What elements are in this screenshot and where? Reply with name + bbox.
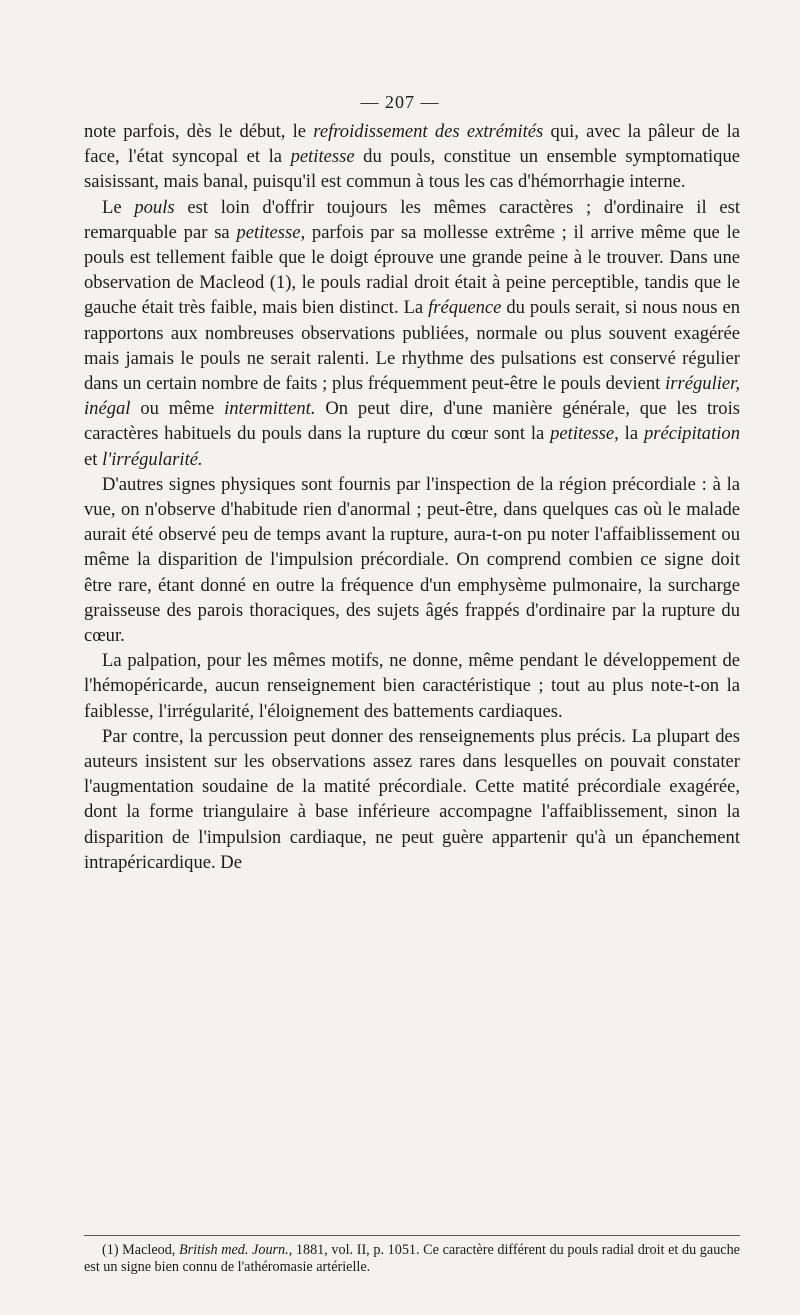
italic-run: l'irrégularité. [102, 448, 203, 470]
text-run: D'autres signes physiques sont fournis par l'inspection de la région précordiale : à la vue, on n'observe d'habitude rien d'anormal ; peut-être, dans quelques cas où le malade aurait été observé peu de temps avant la rupture, aura-t-on pu noter l'affaiblissement ou même la disparition de l'impulsion précordiale. On comprend combien ce signe doit être rare, étant donné en outre la fréquence d'un emphysème pulmonaire, la surcharge graisseuse des parois thoraciques, des sujets âgés frappés d'ordinaire par la rupture du cœur. [84, 473, 740, 647]
italic-run: petitesse [290, 146, 355, 168]
text-run: la [618, 423, 644, 445]
body-text [84, 119, 740, 875]
italic-run: intermittent. [224, 398, 316, 420]
text-run: (1) Macleod, [102, 1242, 179, 1258]
italic-run: irrégulier, inégal [84, 373, 740, 420]
text-run: du pouls serait, si nous nous en rapportons aux nombreuses observations publiées, normale ou plus souvent exagérée mais jamais le pouls ne serait ralenti. Le rhythme des pulsations est conservé régulier dans un certain nombre de faits ; plus fréquemment peut-être le pouls devient [84, 297, 741, 395]
paragraph [84, 648, 740, 724]
paragraph [84, 119, 740, 195]
text-run: Le [102, 196, 135, 218]
italic-run: précipitation [643, 423, 741, 445]
text-run: est loin d'offrir toujours les mêmes caractères ; d'ordinaire il est remarquable par sa [84, 196, 740, 243]
italic-run: petitesse, [236, 221, 306, 243]
italic-run: fréquence [428, 297, 502, 319]
text-run: et [84, 448, 103, 470]
paragraph [84, 472, 740, 648]
text-run: La palpation, pour les mêmes motifs, ne donne, même pendant le développement de l'hémopéricarde, aucun renseignement bien caractéristique ; tout au plus note-t-on la faiblesse, l'irrégularité, l'éloignement des battements cardiaques. [84, 650, 740, 722]
footnote-text [84, 1242, 740, 1275]
page-number: — 207 — [360, 92, 440, 112]
text-run: Par contre, la percussion peut donner des renseignements plus précis. La plupart des auteurs insistent sur les observations assez rares dans lesquelles on pouvait constater l'augmentation soudaine de la matité précordiale. Cette matité précordiale exagérée, dont la forme triangulaire à base inférieure accompagne l'affaiblissement, sinon la disparition de l'impulsion cardiaque, ne peut guère appartenir qu'à un épanchement intrapéricardique. De [84, 725, 740, 873]
paragraph [84, 724, 740, 875]
text-run: du pouls, constitue un ensemble symptomatique saisissant, mais banal, puisqu'il est commun à tous les cas d'hémorrhagie interne. [84, 146, 740, 193]
text-run: note parfois, dès le début, le [84, 121, 314, 142]
text-run: qui, avec la pâleur de la face, l'état syncopal et la [84, 121, 741, 168]
italic-run: pouls [134, 196, 175, 218]
paragraph [84, 195, 740, 472]
text-run: On peut dire, d'une manière générale, que les trois caractères habituels du pouls dans la rupture du cœur sont la [84, 398, 740, 445]
text-run: 1881, vol. II, p. 1051. Ce caractère différent du pouls radial droit et du gauche est un signe bien connu de l'athéromasie artérielle. [84, 1242, 740, 1275]
italic-run: British med. Journ., [178, 1242, 293, 1258]
footnote-rule [84, 1235, 740, 1236]
italic-run: refroidissement des extrémités [313, 121, 544, 142]
text-run: parfois par sa mollesse extrême ; il arrive même que le pouls est tellement faible que le doigt éprouve une grande peine à le trouver. Dans une observation de Macleod (1), le pouls radial droit était à peine perceptible, tandis que le gauche était très faible, mais bien distinct. La [84, 221, 740, 319]
text-run: ou même [130, 398, 225, 420]
footnote [84, 1242, 740, 1275]
italic-run: petitesse, [550, 423, 619, 445]
